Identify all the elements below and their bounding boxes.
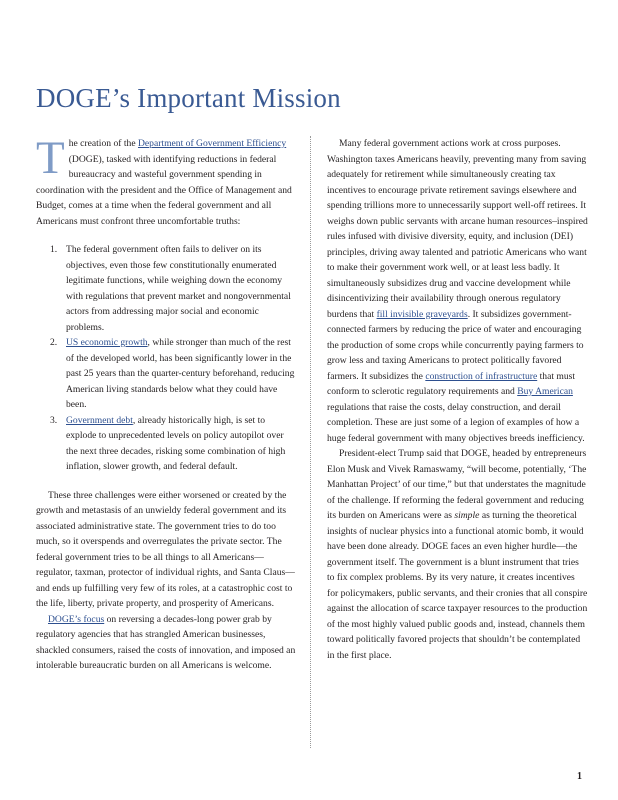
doge-link[interactable]: Department of Government Efficiency	[137, 138, 287, 149]
invisible-graveyards-link[interactable]: fill invisible graveyards	[376, 308, 468, 320]
right-column	[327, 135, 588, 663]
focus-paragraph: DOGE’s focus on reversing a decades-long power grab by regulatory agencies that has strangled American businesses, shackled consumers, raised the costs of innovation, and imposed an intolerable bureaucratic burden on all Americans is welcome.	[36, 613, 296, 671]
intro-paragraph: The creation of the Department of Government Efficiency (DOGE), tasked with identifying reductions in federal bureaucracy and wasteful government spending in coordination with the president and the Office of Management and Budget, comes at a time when the federal government and all Americans must confront three uncomfortable truths:	[36, 132, 292, 227]
government-debt-link[interactable]: Government debt	[66, 414, 133, 426]
list-item: 3. Government debt, already historically high, is set to explode to unprecedented levels on policy autopilot over the next three decades, risking some combination of high inflation, slower growth, and federal default.	[50, 414, 286, 472]
challenges-paragraph: These three challenges were either worsened or created by the growth and metastasis of an unwieldy federal government and its associated administrative state. The government tries to do too much, so it overspends and overregulates the private sector. The federal government tries to be all things to all Americans—regulator, taxman, protector of individual rights, and Santa Claus—and ends up fulfilling very few of its roles, at a catastrophic cost to the life, liberty, private property, and prosperity of Americans.	[36, 489, 295, 609]
doge-focus-link[interactable]: DOGE’s focus	[48, 613, 105, 625]
truths-list	[36, 242, 297, 475]
infrastructure-link[interactable]: construction of infrastructure	[425, 370, 538, 382]
column-divider	[310, 136, 311, 748]
page-number: 1	[577, 771, 582, 782]
list-item: 2. US economic growth, while stronger than much of the rest of the developed world, has been significantly lower in the past 25 years than the quarter-century beforehand, reducing American living standards below what they could have been.	[50, 337, 295, 410]
left-column	[36, 132, 297, 674]
list-item: 1. The federal government often fails to deliver on its objectives, even those few constitutionally enumerated legitimate functions, while weighing down the economy with regulations that prevent market and nongovernmental actors from addressing major social and economic problems.	[50, 244, 291, 333]
cross-purposes-paragraph: Many federal government actions work at cross purposes. Washington taxes Americans heavily, preventing many from saving adequately for retirement while simultaneously creating tax incentives to encourage private retirement savings elsewhere and spending trillions more to unnecessarily support well-off retirees. It weighs down public servants with arcane human resources–inspired rules infused with divisive diversity, equity, and inclusion (DEI) principles, driving away talented and patriotic Americans who want to make their government work well, or at least less badly. It simultaneously subsidizes drug and vaccine development while disincentivizing their availability through onerous regulatory burdens that fill invisible graveyards. It subsidizes government-connected farmers by reducing the price of water and encouraging the production of some crops while concurrently paying farmers to grow less and taxing Americans to protect politically favored farmers. It subsidizes the construction of infrastructure that must conform to sclerotic regulatory requirements and Buy American regulations that raise the costs, delay construction, and derail completion. These are just some of a legion of examples of how a huge federal government with many objectives breeds inefficiency.	[327, 138, 588, 444]
economic-growth-link[interactable]: US economic growth	[66, 337, 148, 348]
drop-cap: T	[36, 132, 65, 184]
manhattan-project-paragraph: President-elect Trump said that DOGE, headed by entrepreneurs Elon Musk and Vivek Ramaswamy, “will become, potentially, ‘The Manhattan Project’ of our time,” but that understates the magnitude of the challenge. If reforming the federal government and reducing its burden on Americans were as simple as turning the theoretical insights of nuclear physics into a functional atomic bomb, it would have been done already. DOGE faces an even higher hurdle—the government itself. The government is a blunt instrument that tries to fix complex problems. By its very nature, it creates incentives for policymakers, public servants, and their cronies that all conspire against the allocation of scarce taxpayer resources to the production of the most highly valued public goods and, instead, channels them toward politically favored projects that shouldn’t be contemplated in the first place.	[327, 448, 588, 661]
page-title: DOGE’s Important Mission	[36, 83, 341, 113]
buy-american-link[interactable]: Buy American	[517, 386, 573, 397]
